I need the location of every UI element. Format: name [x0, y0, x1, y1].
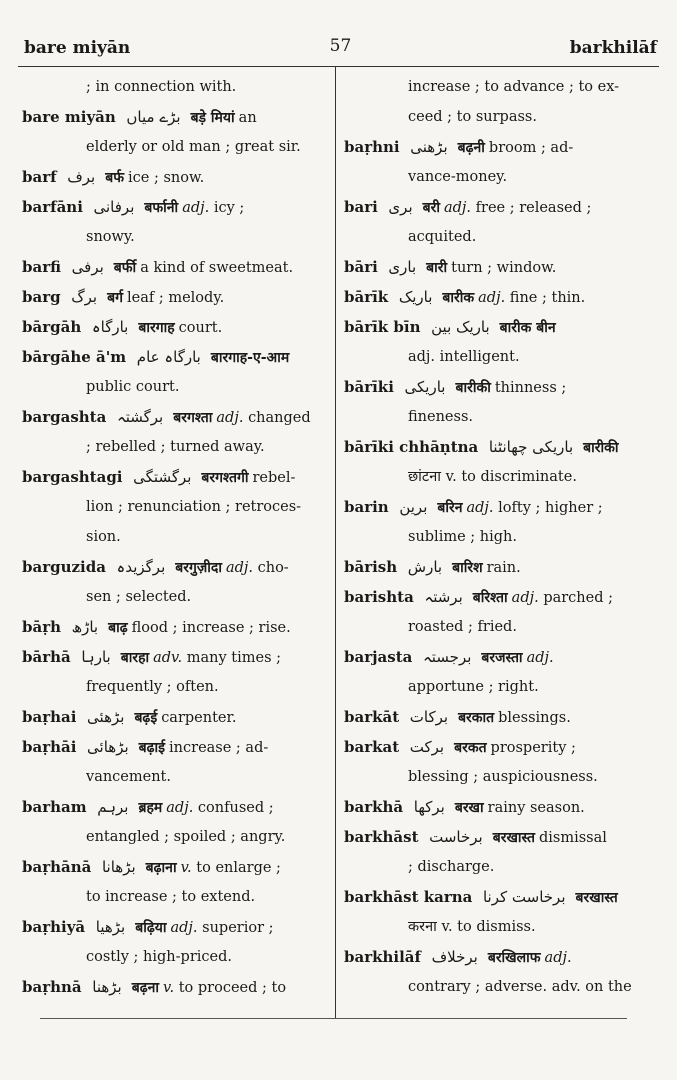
urdu-script: برہم: [97, 798, 129, 816]
hindi-script: बढ़ई: [134, 710, 158, 726]
headword: bārish: [344, 558, 398, 576]
headword: barguzida: [22, 558, 106, 576]
hindi-script: बढ़ाना: [145, 860, 177, 876]
entry-continuation: sublime ; high.: [408, 529, 517, 545]
dictionary-entry: [22, 312, 314, 342]
dictionary-entry: [344, 582, 634, 612]
urdu-script: برگ: [71, 288, 98, 306]
headword: baṛhānā: [22, 858, 92, 876]
definition: carpenter.: [161, 710, 237, 726]
headword: bārīki: [344, 378, 394, 396]
dictionary-entry: [344, 282, 634, 312]
dictionary-entry: [22, 612, 314, 642]
part-of-speech: adj.: [544, 950, 572, 966]
headword: bārīk bīn: [344, 318, 421, 336]
part-of-speech: adj.: [216, 410, 244, 426]
entry-continuation: public court.: [86, 379, 180, 395]
definition: thinness ;: [494, 380, 567, 396]
dictionary-entry: [344, 192, 634, 222]
definition: to proceed ; to: [178, 980, 287, 996]
definition: increase ; ad-: [169, 740, 269, 756]
dictionary-entry: [22, 852, 314, 882]
hindi-script: बर्फी: [113, 260, 137, 276]
part-of-speech: adj.: [225, 560, 253, 576]
hindi-script: बरजस्ता: [481, 650, 523, 666]
definition: many times ;: [186, 650, 282, 666]
urdu-script: بارگاہ عام: [136, 348, 201, 366]
dictionary-entry: [22, 702, 314, 732]
headword: bāṛh: [22, 618, 62, 636]
dictionary-entry: [344, 792, 634, 822]
headword: barjasta: [344, 648, 413, 666]
hindi-script: बढ़िया: [135, 920, 167, 936]
hindi-script: बरखा: [454, 800, 484, 816]
definition: parched ;: [543, 590, 614, 606]
urdu-script: باریک: [398, 288, 433, 306]
headword: bare miyān: [22, 108, 116, 126]
column-divider: [335, 66, 336, 1018]
headword: barkāt: [344, 708, 400, 726]
definition: lofty ; higher ;: [498, 500, 603, 516]
entry-continuation: frequently ; often.: [86, 679, 219, 695]
headword: bargashtagi: [22, 468, 123, 486]
guide-word-right: barkhilāf: [569, 38, 657, 58]
headword: bargashta: [22, 408, 107, 426]
dictionary-entry: [22, 552, 314, 582]
hindi-script: बड़े मियां: [190, 110, 235, 126]
entry-continuation: sion.: [86, 529, 121, 545]
part-of-speech: adj.: [443, 200, 472, 216]
hindi-script: बरी: [422, 200, 440, 216]
entry-continuation: elderly or old man ; great sir.: [86, 139, 301, 155]
definition: court.: [178, 320, 223, 336]
page-header: [24, 34, 657, 64]
part-of-speech: adv.: [153, 650, 183, 666]
part-of-speech: adj.: [182, 200, 210, 216]
entry-continuation: snowy.: [86, 229, 135, 245]
definition: to enlarge ;: [196, 860, 281, 876]
hindi-script: बरिश्ता: [472, 590, 508, 606]
urdu-script: برگشتگی: [133, 468, 192, 486]
headword: baṛhiyā: [22, 918, 86, 936]
guide-word-left: bare miyān: [24, 38, 131, 58]
dictionary-entry: [22, 102, 314, 132]
part-of-speech: adj.: [466, 500, 494, 516]
urdu-script: برشتہ: [424, 588, 463, 606]
definition: a kind of sweetmeat.: [140, 260, 294, 276]
hindi-script: बरगश्ता: [173, 410, 213, 426]
headword: baṛhnā: [22, 978, 82, 996]
urdu-script: بارگاہ: [91, 318, 129, 336]
header-rule: [18, 66, 659, 67]
urdu-script: برکات: [409, 708, 449, 726]
urdu-script: برخاست: [429, 828, 483, 846]
dictionary-entry: [22, 402, 314, 432]
urdu-script: بڑھنی: [410, 138, 448, 156]
hindi-script: बरकत: [454, 740, 487, 756]
urdu-script: برکت: [409, 738, 445, 756]
hindi-script: बरखास्त: [575, 890, 618, 906]
definition: broom ; ad-: [488, 140, 574, 156]
entry-continuation: costly ; high-priced.: [86, 949, 232, 965]
hindi-script: बारगाह-ए-आम: [210, 350, 290, 366]
headword: barishta: [344, 588, 414, 606]
definition: confused ;: [197, 800, 274, 816]
definition: dismissal: [538, 830, 607, 846]
urdu-script: بارہا: [81, 648, 111, 666]
entry-continuation: ; rebelled ; turned away.: [86, 439, 265, 455]
headword: baṛhni: [344, 138, 400, 156]
definition: rebel-: [252, 470, 296, 486]
entry-continuation: roasted ; fried.: [408, 619, 517, 635]
urdu-script: بڑھنا: [92, 978, 122, 996]
urdu-script: بڑھانا: [101, 858, 136, 876]
urdu-script: باریکی: [404, 378, 446, 396]
hindi-script: बारगाह: [138, 320, 175, 336]
definition: free ; released ;: [475, 200, 592, 216]
hindi-script: बरखास्त: [492, 830, 535, 846]
entry-continuation: lion ; renunciation ; retroces-: [86, 499, 302, 515]
entry-continuation: entangled ; spoiled ; angry.: [86, 829, 286, 845]
dictionary-entry: [344, 822, 634, 852]
dictionary-entry: [344, 942, 634, 972]
hindi-script: बढ़ना: [131, 980, 160, 996]
definition: ice ; snow.: [128, 170, 205, 186]
headword: bārīki chhāṇtna: [344, 438, 479, 456]
headword: barkat: [344, 738, 400, 756]
dictionary-entry: [344, 702, 634, 732]
entry-continuation: adj. intelligent.: [408, 349, 520, 365]
part-of-speech: v.: [180, 860, 192, 876]
entry-continuation: fineness.: [408, 409, 474, 425]
part-of-speech: adj.: [526, 650, 554, 666]
hindi-script: बारीकी: [583, 440, 619, 456]
hindi-script: बारिश: [452, 560, 483, 576]
entry-continuation: vancement.: [86, 769, 171, 785]
part-of-speech: adj.: [478, 290, 506, 306]
headword: barf: [22, 168, 57, 186]
entry-continuation: acquited.: [408, 229, 477, 245]
urdu-script: برگزیدہ: [116, 558, 166, 576]
dictionary-entry: [22, 792, 314, 822]
dictionary-entry: [344, 732, 634, 762]
headword: barg: [22, 288, 61, 306]
entry-continuation: ; discharge.: [408, 859, 495, 875]
left-column: [22, 72, 314, 1002]
entry-continuation: blessing ; auspiciousness.: [408, 769, 598, 785]
urdu-script: برخاست کرنا: [482, 888, 566, 906]
entry-continuation: sen ; selected.: [86, 589, 192, 605]
urdu-script: باڑھ: [71, 618, 99, 636]
definition: flood ; increase ; rise.: [131, 620, 291, 636]
headword: bārīk: [344, 288, 389, 306]
urdu-script: بڑھئی: [87, 708, 125, 726]
entry-continuation: contrary ; adverse. adv. on the: [408, 979, 632, 995]
definition: changed: [248, 410, 311, 426]
headword: barham: [22, 798, 87, 816]
dictionary-entry: [344, 432, 634, 462]
hindi-script: ब्रहम: [138, 800, 163, 816]
part-of-speech: adj.: [511, 590, 539, 606]
entry-continuation: ; in connection with.: [86, 79, 237, 95]
hindi-script: बरगश्तगी: [201, 470, 249, 486]
headword: barkhāst: [344, 828, 419, 846]
right-column: [344, 72, 634, 1002]
headword: barfāni: [22, 198, 83, 216]
dictionary-entry: [344, 552, 634, 582]
hindi-script: बरिन: [437, 500, 463, 516]
definition: leaf ; melody.: [127, 290, 225, 306]
dictionary-entry: [22, 342, 314, 372]
urdu-script: برگشتہ: [116, 408, 164, 426]
dictionary-entry: [22, 162, 314, 192]
part-of-speech: adj.: [170, 920, 198, 936]
urdu-script: بڑھیا: [95, 918, 126, 936]
headword: barkhāst karna: [344, 888, 473, 906]
definition: superior ;: [202, 920, 274, 936]
definition: fine ; thin.: [509, 290, 586, 306]
headword: barkhā: [344, 798, 404, 816]
urdu-script: برکھا: [413, 798, 445, 816]
entry-continuation: ceed ; to surpass.: [408, 109, 537, 125]
definition: prosperity ;: [490, 740, 576, 756]
entry-continuation: छांटना v. to discriminate.: [408, 469, 577, 485]
definition: blessings.: [498, 710, 571, 726]
urdu-script: برف: [67, 168, 96, 186]
urdu-script: بری: [388, 198, 413, 216]
entry-continuation: vance-money.: [408, 169, 508, 185]
dictionary-entry: [22, 972, 314, 1002]
urdu-script: باری: [388, 258, 417, 276]
hindi-script: बर्फ: [105, 170, 124, 186]
dictionary-entry: [344, 882, 634, 912]
hindi-script: बढ़नी: [457, 140, 485, 156]
hindi-script: बारहा: [120, 650, 150, 666]
urdu-script: برجستہ: [422, 648, 472, 666]
entry-continuation: to increase ; to extend.: [86, 889, 256, 905]
dictionary-entry: [22, 192, 314, 222]
headword: bārgāh: [22, 318, 82, 336]
hindi-script: बर्ग: [107, 290, 123, 306]
definition: an: [238, 110, 257, 126]
dictionary-entry: [344, 492, 634, 522]
entry-continuation: increase ; to advance ; to ex-: [408, 79, 620, 95]
hindi-script: बरकात: [458, 710, 495, 726]
hindi-script: बर्फानी: [144, 200, 179, 216]
urdu-script: برین: [399, 498, 428, 516]
urdu-script: برفی: [71, 258, 104, 276]
urdu-script: باریکی چھانٹنا: [488, 438, 574, 456]
page-number: 57: [329, 36, 352, 56]
hindi-script: बारीक बीन: [499, 320, 556, 336]
headword: barin: [344, 498, 389, 516]
dictionary-entry: [344, 372, 634, 402]
dictionary-entry: [22, 282, 314, 312]
headword: baṛhai: [22, 708, 77, 726]
definition: rain.: [486, 560, 521, 576]
definition: cho-: [257, 560, 289, 576]
hindi-script: बारीकी: [455, 380, 491, 396]
headword: bārgāhe ā'm: [22, 348, 127, 366]
dictionary-entry: [344, 642, 634, 672]
entry-continuation: apportune ; right.: [408, 679, 539, 695]
headword: barkhilāf: [344, 948, 421, 966]
definition: turn ; window.: [451, 260, 557, 276]
definition: rainy season.: [487, 800, 585, 816]
definition: icy ;: [213, 200, 245, 216]
hindi-script: बढ़ाई: [138, 740, 166, 756]
footer-rule: [40, 1018, 627, 1019]
hindi-script: बारीक: [442, 290, 475, 306]
dictionary-entry: [22, 642, 314, 672]
dictionary-entry: [22, 732, 314, 762]
headword: bari: [344, 198, 378, 216]
part-of-speech: v.: [163, 980, 175, 996]
urdu-script: باریک بین: [431, 318, 490, 336]
hindi-script: बरखिलाफ: [487, 950, 541, 966]
dictionary-entry: [344, 132, 634, 162]
headword: barfi: [22, 258, 62, 276]
urdu-script: بڑھائی: [87, 738, 129, 756]
headword: bārhā: [22, 648, 71, 666]
dictionary-entry: [344, 252, 634, 282]
urdu-script: بارش: [407, 558, 443, 576]
hindi-script: बाढ़: [108, 620, 128, 636]
dictionary-entry: [22, 462, 314, 492]
entry-continuation: करना v. to dismiss.: [408, 919, 536, 935]
urdu-script: برفانی: [93, 198, 135, 216]
dictionary-entry: [22, 252, 314, 282]
hindi-script: बारी: [426, 260, 448, 276]
hindi-script: बरगुज़ीदा: [175, 560, 222, 576]
urdu-script: برخلاف: [431, 948, 478, 966]
urdu-script: بڑے میاں: [126, 108, 181, 126]
headword: baṛhāi: [22, 738, 77, 756]
part-of-speech: adj.: [166, 800, 194, 816]
dictionary-entry: [344, 312, 634, 342]
dictionary-entry: [22, 912, 314, 942]
headword: bāri: [344, 258, 378, 276]
